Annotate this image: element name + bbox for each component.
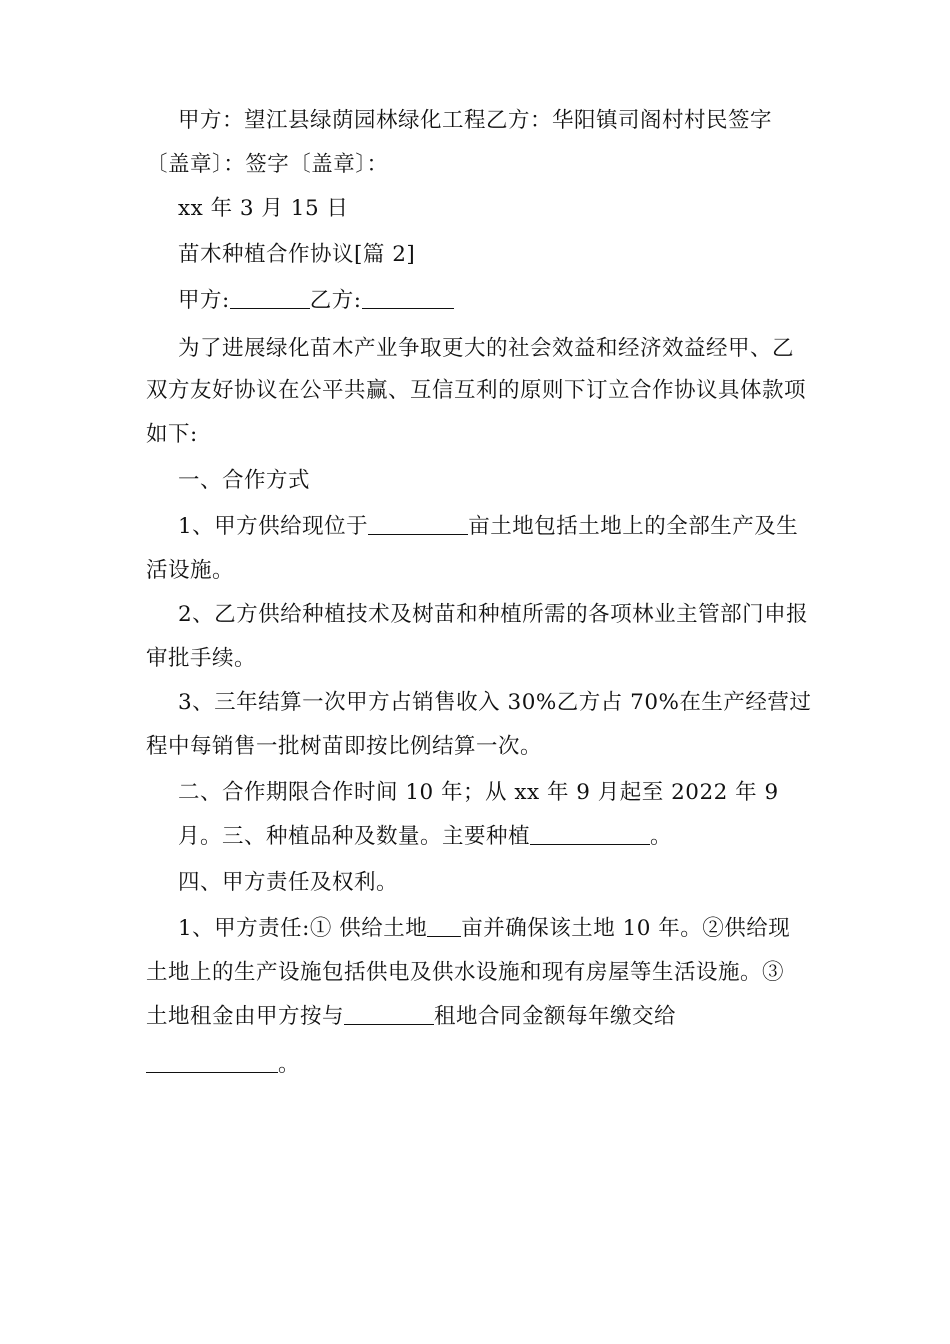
- duty-text-2: 土地上的生产设施包括供电及供水设施和现有房屋等生活设施。③: [146, 960, 785, 985]
- item-1-line-2: [146, 556, 234, 586]
- item-1-text-c: 活设施。: [146, 558, 235, 583]
- item-1-line-1: [178, 512, 798, 542]
- item-2-line-1: [178, 600, 808, 630]
- term-text-b: 月。三、种植品种及数量。主要种植: [178, 824, 531, 849]
- lease-party-blank: [344, 1004, 434, 1025]
- land-location-blank: [368, 514, 468, 535]
- party-a-blank: [230, 288, 310, 309]
- duty-line-3: [146, 1002, 676, 1032]
- intro-line-1: [178, 334, 794, 364]
- seal-line: [146, 150, 389, 180]
- party-b-blank: [362, 288, 454, 309]
- term-text-a: 二、合作期限合作时间 10 年；从 xx 年 9 月起至 2022 年 9: [178, 780, 779, 805]
- item-2-line-2: [146, 644, 256, 674]
- duty-text-4: 。: [278, 1052, 301, 1077]
- item-3-text-a: 3、三年结算一次甲方占销售收入 30%乙方占 70%在生产经营过: [178, 690, 812, 715]
- date-text: xx 年 3 月 15 日: [178, 196, 349, 221]
- term-text-c: 。: [650, 824, 673, 849]
- item-1-text-a: 1、甲方供给现位于: [178, 514, 369, 539]
- party-text: 甲方：望江县绿荫园林绿化工程乙方：华阳镇司阁村村民签字: [178, 108, 773, 133]
- section-title-text: 苗木种植合作协议[篇 2]: [178, 242, 416, 267]
- date-line: [178, 194, 348, 224]
- heading-party-a-duties-text: 四、甲方责任及权利。: [178, 870, 399, 895]
- heading-cooperation-text: 一、合作方式: [178, 468, 311, 493]
- item-2-text-b: 审批手续。: [146, 646, 257, 671]
- duty-text-a: 1、甲方责任:① 供给土地: [178, 916, 428, 941]
- item-3-text-b: 程中每销售一批树苗即按比例结算一次。: [146, 734, 543, 759]
- intro-line-3: [146, 420, 198, 450]
- item-2-text-a: 2、乙方供给种植技术及树苗和种植所需的各项林业主管部门申报: [178, 602, 809, 627]
- intro-line-2: [146, 376, 806, 406]
- duty-text-3a: 土地租金由甲方按与: [146, 1004, 345, 1029]
- section-title: [178, 240, 415, 270]
- duty-line-2: [146, 958, 784, 988]
- party-line: [178, 106, 772, 136]
- intro-text-2: 双方友好协议在公平共赢、互信互利的原则下订立合作协议具体款项: [146, 378, 807, 403]
- duty-text-3b: 租地合同金额每年缴交给: [434, 1004, 677, 1029]
- planting-variety-blank: [530, 824, 650, 845]
- heading-cooperation: [178, 466, 310, 496]
- party-b-label: 乙方:: [309, 288, 362, 313]
- seal-text: 〔盖章〕：签字〔盖章〕：: [146, 152, 389, 177]
- heading-party-a-duties: [178, 868, 398, 898]
- term-line-1: [178, 778, 779, 808]
- intro-text-1: 为了进展绿化苗木产业争取更大的社会效益和经济效益经甲、乙: [178, 336, 795, 361]
- land-area-blank: [427, 916, 461, 937]
- party-a-label: 甲方:: [178, 288, 230, 313]
- item-3-line-1: [178, 688, 811, 718]
- term-line-2: [178, 822, 672, 852]
- duty-line-4: [146, 1050, 300, 1080]
- item-3-line-2: [146, 732, 542, 762]
- duty-line-1: [178, 914, 790, 944]
- intro-text-3: 如下:: [146, 422, 198, 447]
- item-1-text-b: 亩土地包括土地上的全部生产及生: [468, 514, 799, 539]
- payee-blank: [146, 1052, 278, 1073]
- parties-blank-line: [178, 286, 454, 316]
- duty-text-b: 亩并确保该土地 10 年。②供给现: [461, 916, 791, 941]
